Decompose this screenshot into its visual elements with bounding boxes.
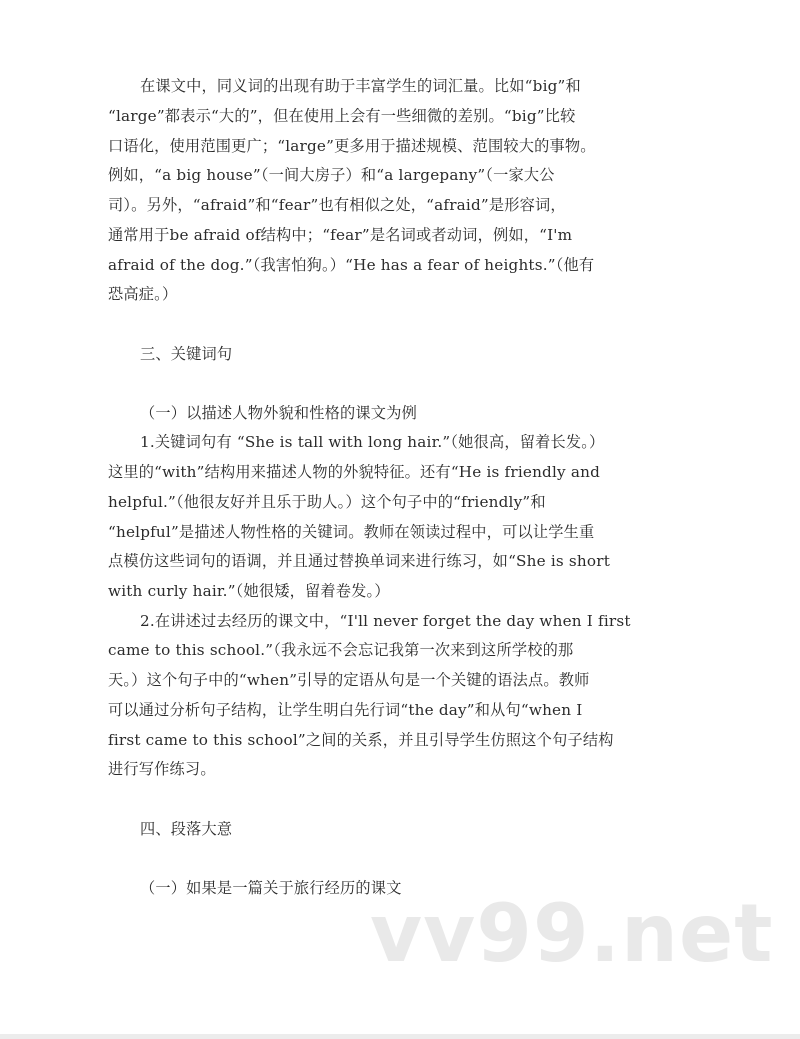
paragraph-line: 通常用于be afraid of结构中；“fear”是名词或者动词，例如，“I'm: [108, 226, 573, 244]
paragraph-line: 可以通过分析句子结构，让学生明白先行词“the day”和从句“when I: [108, 701, 583, 719]
paragraph-line: 例如，“a big house”（一间大房子）和“a largepany”（一家大公: [108, 166, 555, 184]
section-heading: 四、段落大意: [140, 820, 233, 838]
watermark-text: vv99.net: [370, 887, 774, 980]
paragraph-line: came to this school.”（我永远不会忘记我第一次来到这所学校的那: [108, 641, 574, 659]
paragraph-line: 天。）这个句子中的“when”引导的定语从句是一个关键的语法点。教师: [108, 671, 590, 689]
paragraph-line: with curly hair.”（她很矮，留着卷发。）: [108, 582, 390, 600]
paragraph-line: “helpful”是描述人物性格的关键词。教师在领读过程中，可以让学生重: [108, 523, 595, 541]
paragraph-line: first came to this school”之间的关系，并且引导学生仿照这个句子结构: [108, 731, 614, 749]
section-heading: 三、关键词句: [140, 345, 233, 363]
paragraph-line: 口语化，使用范围更广；“large”更多用于描述规模、范围较大的事物。: [108, 137, 596, 155]
paragraph-line: 司）。另外，“afraid”和“fear”也有相似之处，“afraid”是形容词，: [108, 196, 566, 214]
paragraph-line: afraid of the dog.”（我害怕狗。）“He has a fear of heights.”（他有: [108, 256, 595, 274]
paragraph-line: 点模仿这些词句的语调，并且通过替换单词来进行练习，如“She is short: [108, 552, 611, 570]
page-bottom-divider: [0, 1034, 800, 1039]
paragraph-line: 进行写作练习。: [108, 760, 216, 778]
paragraph-line: 2.在讲述过去经历的课文中，“I'll never forget the day when I first: [140, 612, 631, 630]
paragraph-line: “large”都表示“大的”，但在使用上会有一些细微的差别。“big”比较: [108, 107, 576, 125]
paragraph-line: 在课文中，同义词的出现有助于丰富学生的词汇量。比如“big”和: [140, 77, 581, 95]
paragraph-line: 1.关键词句有 “She is tall with long hair.”（她很高，留着长发。）: [140, 433, 605, 451]
subsection-heading: （一）以描述人物外貌和性格的课文为例: [140, 404, 417, 422]
paragraph-line: 这里的“with”结构用来描述人物的外貌特征。还有“He is friendly and: [108, 463, 600, 481]
paragraph-line: helpful.”（他很友好并且乐于助人。）这个句子中的“friendly”和: [108, 493, 546, 511]
paragraph-line: 恐高症。）: [108, 285, 178, 303]
subsection-heading: （一）如果是一篇关于旅行经历的课文: [140, 879, 402, 897]
